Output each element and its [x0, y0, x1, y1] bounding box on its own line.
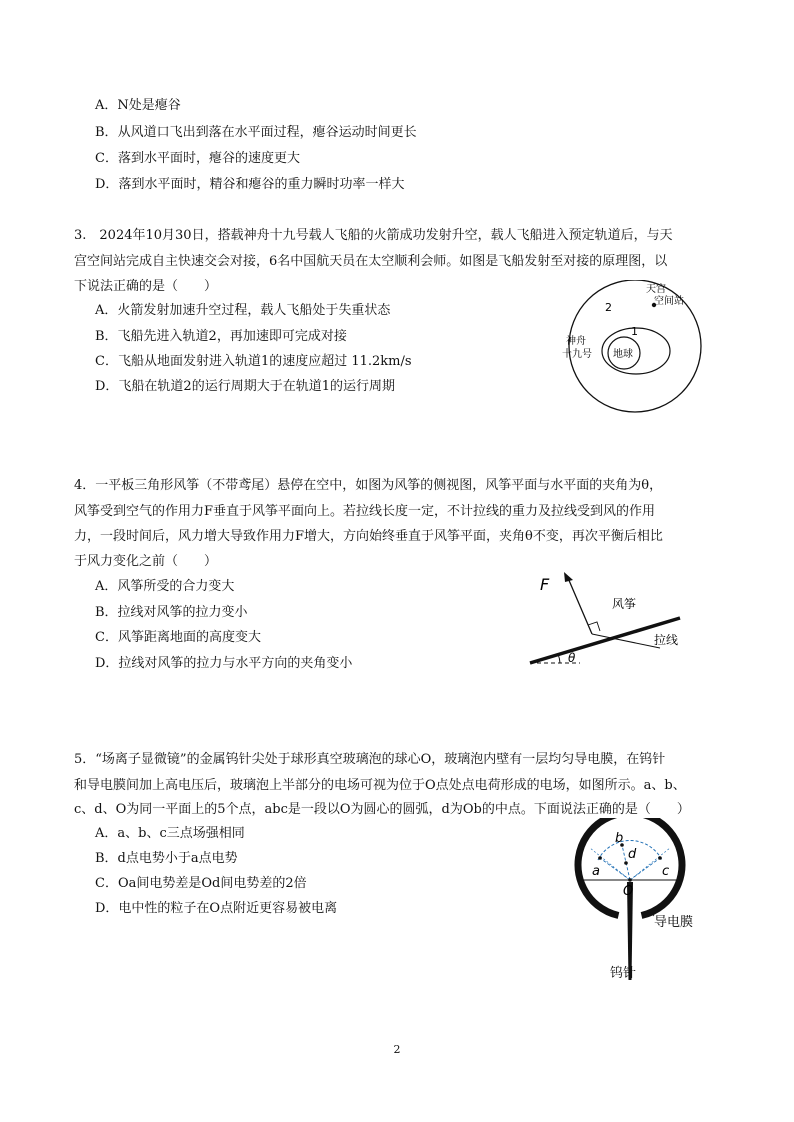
- force-label: F: [540, 575, 550, 594]
- point-a: [598, 856, 602, 860]
- q5-option-b: B．d点电势小于a点电势: [95, 851, 238, 866]
- q3-orbit-figure: [548, 280, 718, 420]
- point-c: [658, 856, 662, 860]
- q4-option-c: C．风筝距离地面的高度变大: [95, 630, 261, 645]
- q3-option-c: C．飞船从地面发射进入轨道1的速度应超过 11.2km/s: [95, 354, 412, 369]
- q2-option-d: D．落到水平面时，精谷和瘪谷的重力瞬时功率一样大: [95, 177, 405, 192]
- q5-stem-line-3: c、d、O为同一平面上的5个点，abc是一段以O为圆心的圆弧，d为Ob的中点。下面说法正确的是（ ）: [74, 802, 690, 817]
- q5-option-c: C．Oa间电势差是Od间电势差的2倍: [95, 876, 307, 891]
- q3-option-d: D．飞船在轨道2的运行周期大于在轨道1的运行周期: [95, 379, 395, 394]
- page-number: 2: [393, 1043, 401, 1056]
- q4-option-d: D．拉线对风筝的拉力与水平方向的夹角变小: [95, 656, 353, 671]
- needle-label: 钨针: [610, 966, 637, 981]
- station-label-2: 空间站: [654, 296, 684, 307]
- q3-stem-line-2: 宫空间站完成自主快速交会对接，6名中国航天员在太空顺利会师。如图是飞船发射至对接的原理图，以: [74, 254, 668, 269]
- angle-label: θ: [568, 651, 576, 665]
- q3-option-a: A．火箭发射加速升空过程，载人飞船处于失重状态: [95, 303, 391, 318]
- q4-option-a: A．风筝所受的合力变大: [95, 579, 235, 594]
- label-c: c: [662, 864, 670, 879]
- orbit-1-label: 1: [631, 325, 638, 338]
- label-a: a: [592, 864, 600, 879]
- label-d: d: [628, 847, 637, 862]
- q2-option-b: B．从风道口飞出到落在水平面过程，瘪谷运动时间更长: [95, 125, 417, 140]
- station-label-1: 天宫: [646, 284, 666, 295]
- earth-label: 地球: [613, 349, 633, 360]
- q4-option-b: B．拉线对风筝的拉力变小: [95, 605, 248, 620]
- label-O: O: [623, 884, 634, 899]
- ship-label-1: 神舟: [566, 336, 586, 347]
- force-arrowhead: [564, 572, 573, 582]
- q5-option-a: A．a、b、c三点场强相同: [95, 826, 245, 841]
- kite-label: 风筝: [612, 597, 637, 611]
- point-O: [628, 878, 632, 882]
- orbit-2-label: 2: [605, 301, 612, 314]
- film-label: 导电膜: [654, 915, 694, 930]
- q2-option-c: C．落到水平面时，瘪谷的速度更大: [95, 151, 300, 166]
- q4-stem-line-4: 于风力变化之前（ ）: [74, 554, 218, 569]
- q3-stem-line-1: 3. 2024年10月30日，搭载神舟十九号载人飞船的火箭成功发射升空，载人飞船进入预定轨道后，与天: [74, 228, 673, 243]
- q4-stem-line-3: 力，一段时间后，风力增大导致作用力F增大，方向始终垂直于风筝平面，夹角θ不变，再次平衡后相比: [74, 529, 663, 544]
- q5-stem-line-1: 5．“场离子显微镜”的金属钨针尖处于球形真空玻璃泡的球心O，玻璃泡内壁有一层均匀导电膜，在钨针: [74, 752, 666, 767]
- string-label: 拉线: [654, 633, 679, 647]
- q4-stem-line-2: 风筝受到空气的作用力F垂直于风筝平面向上。若拉线长度一定，不计拉线的重力及拉线受到风的作用: [74, 504, 656, 519]
- q2-option-a: A．N处是瘪谷: [95, 98, 181, 113]
- q5-field-ion-figure: [570, 818, 720, 990]
- q5-stem-line-2: 和导电膜间加上高电压后，玻璃泡上半部分的电场可视为位于O点处点电荷形成的电场，如图所示。a、b、: [74, 778, 686, 793]
- q5-option-d: D．电中性的粒子在O点附近更容易被电离: [95, 901, 338, 916]
- q3-stem-line-3: 下说法正确的是（ ）: [74, 279, 218, 294]
- q3-option-b: B．飞船先进入轨道2，再加速即可完成对接: [95, 329, 347, 344]
- q4-stem-line-1: 4．一平板三角形风筝（不带鸢尾）悬停在空中，如图为风筝的侧视图，风筝平面与水平面的夹角为θ，: [74, 478, 663, 493]
- force-arrow: [568, 578, 592, 634]
- label-b: b: [615, 831, 624, 846]
- q4-kite-figure: [520, 568, 700, 668]
- ship-label-2: 十九号: [562, 349, 592, 360]
